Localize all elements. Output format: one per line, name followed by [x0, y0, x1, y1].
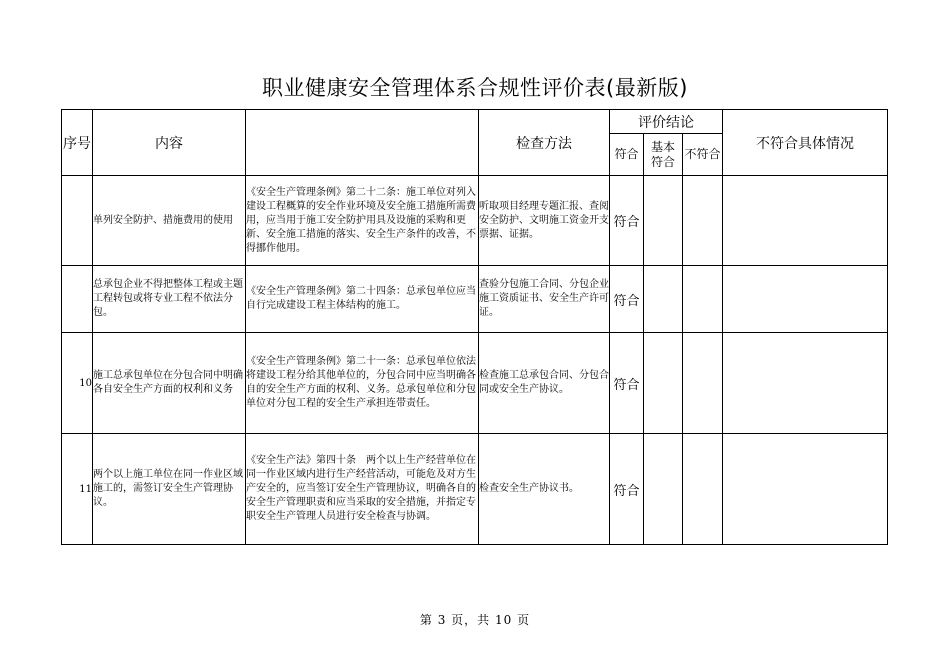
row-seq: 11 — [62, 434, 93, 545]
table-row — [62, 434, 888, 545]
row-method: 检查施工总承包合同、分包合同或安全生产协议。 — [479, 333, 610, 434]
row-non — [683, 176, 723, 266]
row-detail — [723, 176, 888, 266]
row-content: 总承包企业不得把整体工程或主题工程转包或将专业工程不依法分包。 — [93, 266, 246, 333]
header-row — [62, 110, 888, 134]
row-law: 《安全生产管理条例》第二十四条：总承包单位应当自行完成建设工程主体结构的施工。 — [246, 266, 479, 333]
header-content: 内容 — [93, 110, 246, 176]
table-row — [62, 176, 888, 266]
header-method: 检查方法 — [479, 110, 610, 176]
evaluation-table — [61, 109, 888, 545]
header-seq: 序号 — [62, 110, 93, 176]
row-content: 两个以上施工单位在同一作业区域施工的，需签订安全生产管理协议。 — [93, 434, 246, 545]
header-basic-conform: 基本符合 — [644, 134, 683, 176]
row-basic — [644, 176, 683, 266]
row-content: 施工总承包单位在分包合同中明确各自安全生产方面的权利和义务 — [93, 333, 246, 434]
header-law-blank — [246, 110, 479, 176]
row-method: 查验分包施工合同、分包企业施工资质证书、安全生产许可证。 — [479, 266, 610, 333]
table-row — [62, 266, 888, 333]
page-number: 第 3 页，共 10 页 — [419, 613, 531, 627]
row-law: 《安全生产法》第四十条 两个以上生产经营单位在同一作业区域内进行生产经营活动，可能危及对方生产安全的，应当签订安全生产管理协议，明确各自的安全生产管理职责和应当采取的安全措施，并指定专职安全生产管理人员进行安全检查与协调。 — [246, 434, 479, 545]
table-row — [62, 333, 888, 434]
row-conform: 符合 — [610, 434, 644, 545]
row-non — [683, 434, 723, 545]
row-method: 听取项目经理专题汇报、查阅安全防护、文明施工资金开支票据、证据。 — [479, 176, 610, 266]
row-non — [683, 266, 723, 333]
row-seq: 10 — [62, 333, 93, 434]
row-content: 单列安全防护、措施费用的使用 — [93, 176, 246, 266]
page-title: 职业健康安全管理体系合规性评价表(最新版) — [262, 76, 688, 100]
row-conform: 符合 — [610, 266, 644, 333]
row-detail — [723, 333, 888, 434]
row-law: 《安全生产管理条例》第二十二条：施工单位对列入建设工程概算的安全作业环境及安全施工措施所需费用，应当用于施工安全防护用具及设施的采购和更新、安全施工措施的落实、安全生产条件的改善，不得挪作他用。 — [246, 176, 479, 266]
row-method: 检查安全生产协议书。 — [479, 434, 610, 545]
header-nonconform: 不符合 — [683, 134, 723, 176]
row-detail — [723, 434, 888, 545]
row-detail — [723, 266, 888, 333]
row-conform: 符合 — [610, 176, 644, 266]
header-evaluation: 评价结论 — [610, 110, 723, 134]
row-basic — [644, 434, 683, 545]
row-seq — [62, 266, 93, 333]
header-details: 不符合具体情况 — [723, 110, 888, 176]
row-seq — [62, 176, 93, 266]
row-law: 《安全生产管理条例》第二十一条：总承包单位依法将建设工程分给其他单位的，分包合同中应当明确各自的安全生产方面的权利、义务。总承包单位和分包单位对分包工程的安全生产承担连带责任。 — [246, 333, 479, 434]
row-conform: 符合 — [610, 333, 644, 434]
row-basic — [644, 333, 683, 434]
header-conform: 符合 — [610, 134, 644, 176]
row-non — [683, 333, 723, 434]
row-basic — [644, 266, 683, 333]
